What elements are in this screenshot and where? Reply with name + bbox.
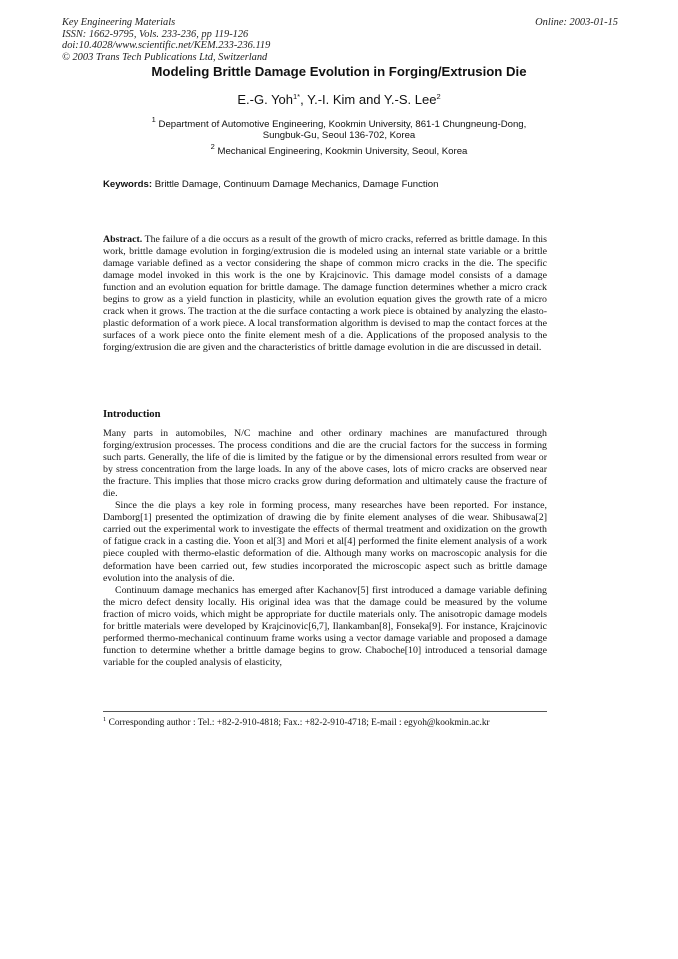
paper-title: Modeling Brittle Damage Evolution in Forging/Extrusion Die <box>151 64 527 79</box>
footnote <box>103 717 563 729</box>
paragraph: Continuum damage mechanics has emerged after Kachanov[5] first introduced a damage variable defining the micro defect density locally. His original idea was that the damage could be measured by the volume fraction of micro voids, which might be appropriate for ductile materials only. The anisotropic damage models for brittle materials were developed by Krajcinovic[6,7], Ilankamban[8], Fonseka[9]. For instance, Krajcinovic performed thermo-mechanical continuum frame works using a vector damage variable and proposed a damage function to determine whether a brittle damage begins to grow. Chaboche[10] introduced a tensorial damage variable for the coupled analysis of elasticity, <box>103 584 547 668</box>
keywords-text: Brittle Damage, Continuum Damage Mechanics, Damage Function <box>154 179 439 190</box>
journal-name: Key Engineering Materials <box>62 17 176 28</box>
abstract-text: The failure of a die occurs as a result of the growth of micro cracks, referred as brittle damage. In this work, brittle damage evolution in forging/extrusion die is modeled using an internal state variable or a brittle damage variable defined as a vector considering the shape of common micro cracks in the die. The specific damage model invoked in this work is the one by Krajcinovic. This damage model consists of a damage function and an evolution equation for brittle damage. The damage function determines whether a micro crack begins to grow as a yield function in plasticity, while an evolution equation gives the growth rate of a micro crack when it grows. The traction at the die surface contacting a work piece is obtained by analyzing the elasto-plastic deformation of a work piece. A local transformation algorithm is devised to map the contact forces at the surfaces of a work piece onto the finite element mesh of a die. Applications of the proposed analysis to the forging/extrusion die are given and the characteristics of brittle damage evolution in die are discussed in detail. <box>103 234 547 354</box>
online-date: Online: 2003-01-15 <box>535 17 618 28</box>
introduction-body <box>103 428 547 669</box>
journal-issn: ISSN: 1662-9795, Vols. 233-236, pp 119-126 <box>62 28 249 40</box>
footnote-divider <box>103 711 547 712</box>
author-list <box>0 92 678 107</box>
affiliation-text: Mechanical Engineering, Kookmin University, Seoul, Korea <box>217 146 468 157</box>
journal-header <box>62 17 618 63</box>
journal-copyright: © 2003 Trans Tech Publications Ltd, Switzerland <box>62 51 268 63</box>
abstract <box>103 234 547 354</box>
abstract-label: Abstract. <box>103 234 143 245</box>
keywords <box>103 179 583 190</box>
affiliation-text: Department of Automotive Engineering, Kookmin University, 861-1 Chungneung-Dong, <box>158 119 527 130</box>
affiliation-text: Sungbuk-Gu, Seoul 136-702, Korea <box>262 130 416 142</box>
author-name: E.-G. Yoh <box>237 92 294 107</box>
affiliation-number: 2 <box>210 142 215 151</box>
paragraph: Since the die plays a key role in forming process, many researches have been reported. For instance, Damborg[1] presented the optimization of drawing die by finite element analyses of die wear. Shibusawa[2] carried out the experimental work to investigate the effects of thermal treatment and oxidization on the growth of fatigue crack in a casting die. Yoon et al[3] and Mori et al[4] performed the finite element analysis of a work piece coupled with thermo-elastic deformation of die. Although many works on macroscopic analysis for die deformation have been carried out, few studies incorporated the microscopic aspect such as brittle damage evolution into the analysis of die. <box>103 500 547 584</box>
footnote-text: Corresponding author : Tel.: +82-2-910-4818; Fax.: +82-2-910-4718; E-mail : egyoh@kookmin.ac.kr <box>108 718 490 728</box>
affiliation-2 <box>0 142 678 157</box>
paragraph: Many parts in automobiles, N/C machine and other ordinary machines are manufactured through forging/extrusion processes. The process conditions and die are the crucial factors for the success in forming such parts. Generally, the life of die is limited by the fatigue or by the dimensional errors resulted from wear or by stress concentration from the large loads. In any of the above cases, lots of micro cracks are observed near the fracture. This implies that those micro cracks grow during deformation and ultimately cause the fracture of die. <box>103 428 547 500</box>
journal-doi: doi:10.4028/www.scientific.net/KEM.233-236.119 <box>62 40 271 52</box>
author-affiliation-mark: 1* <box>293 92 301 101</box>
author-affiliation-mark: 2 <box>436 92 441 101</box>
author-names: , Y.-I. Kim and Y.-S. Lee <box>300 92 437 107</box>
affiliation-number: 1 <box>151 115 156 124</box>
section-heading: Introduction <box>103 409 161 420</box>
affiliation-1 <box>0 115 678 142</box>
keywords-label: Keywords: <box>103 179 153 190</box>
footnote-number: 1 <box>103 716 107 723</box>
